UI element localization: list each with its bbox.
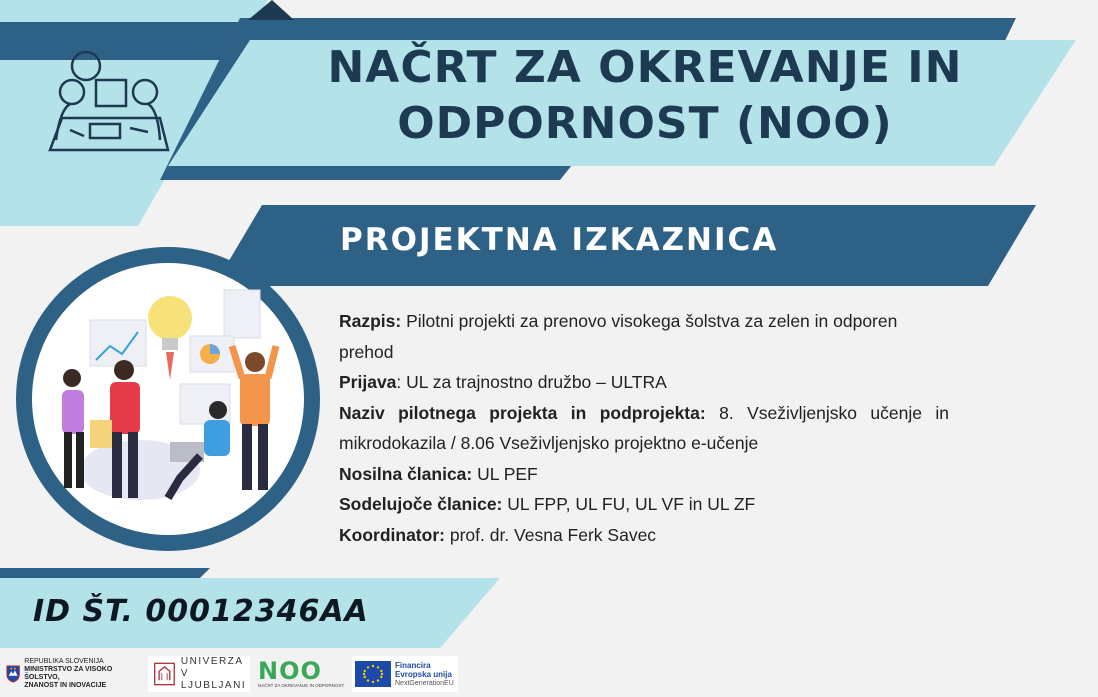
uni-lj-logo: [148, 656, 250, 692]
eu-logo: [352, 656, 458, 692]
eu-line3: NextGenerationEU: [395, 679, 454, 687]
main-title: [280, 40, 1010, 152]
ministry-text: [24, 658, 136, 690]
main-title-line2: ODPORNOST (NOO): [397, 98, 893, 149]
uni-text: [181, 656, 250, 692]
row-razpis: [339, 306, 949, 367]
ministry-line2: MINISTRSTVO ZA VISOKO ŠOLSTVO,: [24, 666, 113, 681]
koordinator-value: prof. dr. Vesna Ferk Savec: [444, 524, 657, 545]
noo-logo: [258, 656, 344, 692]
ministry-line1: REPUBLIKA SLOVENIJA: [24, 658, 104, 665]
eu-flag-icon: [355, 661, 391, 687]
eu-text: [395, 661, 454, 688]
ministry-line3: ZNANOST IN INOVACIJE: [24, 682, 107, 689]
noo-caption: NAČRT ZA OKREVANJE IN ODPORNOST: [258, 683, 345, 688]
project-info: [339, 306, 949, 550]
nosilna-label: Nosilna članica:: [339, 463, 473, 484]
id-number: ID ŠT. 00012346AA: [33, 594, 369, 629]
row-nosilna: [339, 459, 949, 490]
prijava-label: Prijava: [339, 372, 397, 392]
sodelujoce-value: UL FPP, UL FU, UL VF in UL ZF: [502, 494, 756, 514]
naziv-label: Naziv pilotnega projekta in podprojekta:: [339, 402, 706, 423]
koordinator-label: Koordinator:: [339, 524, 445, 545]
prijava-value: : UL za trajnostno družbo – ULTRA: [396, 372, 667, 392]
row-prijava: [339, 367, 949, 398]
subtitle: PROJEKTNA IZKAZNICA: [340, 222, 779, 258]
slovenia-coat-of-arms-icon: [6, 664, 20, 684]
ministry-logo: [6, 656, 136, 692]
row-koordinator: [339, 520, 949, 551]
uni-lj-seal-icon: [152, 659, 177, 689]
razpis-label: Razpis:: [339, 311, 402, 331]
eu-line1: Financira: [395, 660, 431, 670]
uni-line1: UNIVERZA: [180, 656, 244, 667]
nosilna-value: UL PEF: [472, 463, 538, 484]
sodelujoce-label: Sodelujoče članice:: [339, 494, 503, 514]
row-sodelujoce: [339, 489, 949, 520]
noo-mark: NOO: [258, 657, 322, 685]
eu-line2: Evropska unija: [395, 669, 452, 679]
main-title-line1: NAČRT ZA OKREVANJE IN: [327, 42, 963, 93]
uni-line2: V LJUBLJANI: [180, 668, 247, 691]
razpis-value: Pilotni projekti za prenovo visokega šolstva za zelen in odporen prehod: [339, 311, 898, 362]
row-naziv: [339, 398, 949, 459]
naziv-value: 8. Vseživljenjsko učenje in mikrodokazila / 8.06 Vseživljenjsko projektno e-učenje: [339, 402, 949, 453]
